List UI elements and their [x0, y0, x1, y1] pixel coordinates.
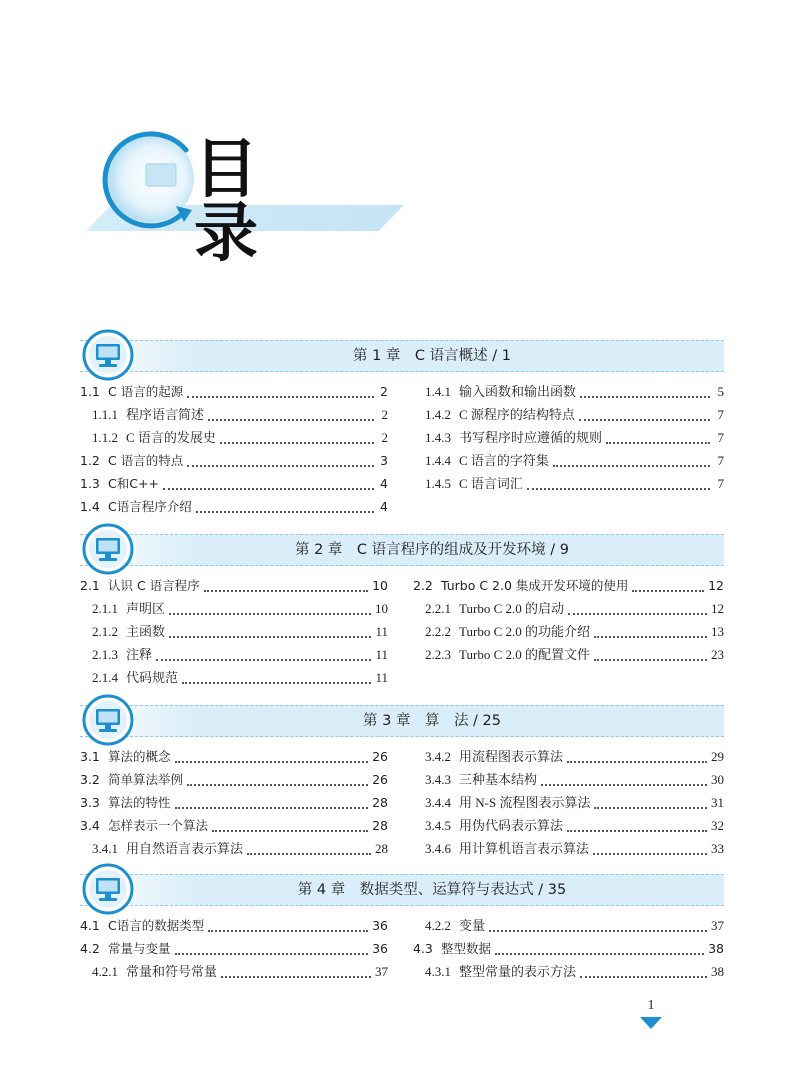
entry-number: 2.2	[413, 578, 433, 593]
entry-label: Turbo C 2.0 的启动	[459, 601, 564, 616]
entry-number: 4.2.1	[92, 964, 118, 979]
entry-label: 常量与变量	[108, 941, 171, 956]
toc-subsection-entry[interactable]	[413, 791, 724, 814]
entry-page-number: 2	[381, 430, 388, 445]
entry-label: 代码规范	[126, 670, 179, 685]
entry-label: 主函数	[126, 624, 166, 639]
toc-column-right	[413, 914, 724, 983]
entry-number: 1.4	[80, 499, 100, 514]
dot-leader	[541, 770, 707, 786]
entry-number: 2.1	[80, 578, 100, 593]
dot-leader	[196, 497, 374, 513]
page-title	[194, 133, 420, 271]
toc-column-left	[80, 380, 388, 518]
toc-subsection-entry[interactable]	[413, 597, 724, 620]
entry-page-number: 28	[372, 818, 388, 833]
dot-leader	[580, 382, 710, 398]
entry-label: Turbo C 2.0 的功能介绍	[459, 624, 590, 639]
entry-number: 3.3	[80, 795, 100, 810]
toc-subsection-entry[interactable]	[413, 620, 724, 643]
dot-leader	[187, 382, 374, 398]
entry-page-number: 38	[711, 964, 724, 979]
dot-leader	[204, 576, 368, 592]
entry-page-number: 31	[711, 795, 724, 810]
toc-column-right	[413, 380, 724, 495]
computer-monitor-icon	[82, 523, 134, 575]
toc-section-entry[interactable]	[80, 574, 388, 597]
entry-label: 程序语言简述	[126, 407, 205, 422]
dot-leader	[182, 668, 371, 684]
page-number: 1	[647, 998, 655, 1013]
entry-number: 1.4.1	[425, 384, 451, 399]
entry-label: 书写程序时应遵循的规则	[459, 430, 603, 445]
entry-label: C语言程序介绍	[108, 499, 192, 514]
toc-subsection-entry[interactable]	[80, 666, 388, 689]
entry-number: 2.2.2	[425, 624, 451, 639]
chapter-heading-bar	[80, 705, 724, 737]
toc-subsection-entry[interactable]	[80, 597, 388, 620]
chapter-title[interactable]: 第 2 章 C 语言程序的组成及开发环境 / 9	[294, 542, 569, 558]
entry-number: 1.4.4	[425, 453, 451, 468]
chapter-heading-bar	[80, 340, 724, 372]
toc-section-entry[interactable]	[80, 745, 388, 768]
entry-number: 1.1.1	[92, 407, 118, 422]
entry-number: 1.4.3	[425, 430, 451, 445]
entry-number: 3.4.3	[425, 772, 451, 787]
entry-page-number: 7	[717, 430, 724, 445]
entry-page-number: 11	[375, 624, 388, 639]
entry-label: C 语言的字符集	[459, 453, 549, 468]
title-char-2: 录	[194, 197, 322, 271]
computer-monitor-icon	[82, 694, 134, 746]
entry-label: 用流程图表示算法	[459, 749, 564, 764]
computer-monitor-icon	[82, 329, 134, 381]
entry-number: 4.3.1	[425, 964, 451, 979]
entry-page-number: 3	[380, 453, 388, 468]
toc-subsection-entry[interactable]	[413, 745, 724, 768]
entry-page-number: 23	[711, 647, 724, 662]
entry-page-number: 2	[381, 407, 388, 422]
dot-leader	[169, 599, 371, 615]
chapter-section	[80, 705, 724, 856]
entry-label: 用计算机语言表示算法	[459, 841, 590, 856]
entry-label: C 语言的起源	[108, 384, 184, 399]
entry-page-number: 30	[711, 772, 724, 787]
entry-number: 1.1	[80, 384, 100, 399]
entry-number: 3.1	[80, 749, 100, 764]
toc-subsection-entry[interactable]	[413, 768, 724, 791]
toc-subsection-entry[interactable]	[413, 380, 724, 403]
dot-leader	[175, 747, 369, 763]
dot-leader	[212, 816, 368, 832]
toc-column-left	[80, 914, 388, 983]
dot-leader	[527, 474, 710, 490]
entry-page-number: 36	[372, 918, 388, 933]
entry-label: 算法的特性	[108, 795, 171, 810]
dot-leader	[495, 939, 704, 955]
dot-leader	[221, 962, 371, 978]
toc-section-entry[interactable]	[80, 914, 388, 937]
toc-subsection-entry[interactable]	[413, 643, 724, 666]
entry-label: C 语言的特点	[108, 453, 184, 468]
entry-page-number: 26	[372, 749, 388, 764]
toc-subsection-entry[interactable]	[80, 403, 388, 426]
toc-column-right	[413, 745, 724, 860]
dot-leader	[553, 451, 710, 467]
entry-label: 认识 C 语言程序	[108, 578, 200, 593]
dot-leader	[594, 622, 707, 638]
chapter-heading-bar	[80, 874, 724, 906]
dot-leader	[169, 622, 371, 638]
entry-number: 3.4.4	[425, 795, 451, 810]
entry-number: 1.1.2	[92, 430, 118, 445]
entry-number: 2.1.2	[92, 624, 118, 639]
chapter-section	[80, 874, 724, 979]
entry-number: 2.2.3	[425, 647, 451, 662]
entry-label: 声明区	[126, 601, 166, 616]
entry-page-number: 32	[711, 818, 724, 833]
entry-label: 三种基本结构	[459, 772, 538, 787]
toc-subsection-entry[interactable]	[80, 620, 388, 643]
toc-section-entry[interactable]	[80, 472, 388, 495]
toc-column-left	[80, 574, 388, 689]
entry-number: 3.2	[80, 772, 100, 787]
entry-label: 变量	[459, 918, 486, 933]
entry-page-number: 11	[375, 647, 388, 662]
entry-page-number: 36	[372, 941, 388, 956]
entry-label: 算法的概念	[108, 749, 171, 764]
toc-subsection-entry[interactable]	[80, 643, 388, 666]
toc-section-entry[interactable]	[80, 495, 388, 518]
entry-label: 常量和符号常量	[126, 964, 218, 979]
toc-column-left	[80, 745, 388, 860]
toc-section-entry[interactable]	[413, 937, 724, 960]
entry-page-number: 13	[711, 624, 724, 639]
dot-leader	[567, 747, 707, 763]
toc-subsection-entry[interactable]	[413, 426, 724, 449]
entry-page-number: 5	[717, 384, 724, 399]
dot-leader	[632, 576, 704, 592]
dot-leader	[187, 451, 374, 467]
toc-subsection-entry[interactable]	[80, 960, 388, 983]
dot-leader	[579, 405, 710, 421]
toc-subsection-entry[interactable]	[413, 814, 724, 837]
entry-number: 3.4.2	[425, 749, 451, 764]
entry-number: 1.4.2	[425, 407, 451, 422]
entry-page-number: 12	[708, 578, 724, 593]
entry-number: 4.1	[80, 918, 100, 933]
dot-leader	[594, 793, 707, 809]
dot-leader	[187, 770, 368, 786]
chapter-heading-bar	[80, 534, 724, 566]
dot-leader	[568, 599, 707, 615]
dot-leader	[163, 474, 374, 490]
entry-page-number: 33	[711, 841, 724, 856]
entry-label: 整型数据	[441, 941, 492, 956]
entry-label: Turbo C 2.0 的配置文件	[459, 647, 590, 662]
entry-number: 1.4.5	[425, 476, 451, 491]
chapter-title[interactable]: 第 3 章 算 法 / 25	[363, 713, 501, 729]
toc-title-block	[60, 110, 420, 271]
toc-subsection-entry[interactable]	[413, 472, 724, 495]
entry-label: C语言的数据类型	[108, 918, 205, 933]
dot-leader	[489, 916, 707, 932]
toc-subsection-entry[interactable]	[80, 837, 388, 860]
entry-label: 用伪代码表示算法	[459, 818, 564, 833]
entry-number: 1.2	[80, 453, 100, 468]
dot-leader	[567, 816, 707, 832]
entry-page-number: 7	[717, 407, 724, 422]
entry-page-number: 7	[717, 476, 724, 491]
entry-label: 简单算法举例	[108, 772, 184, 787]
entry-label: C和C++	[108, 476, 159, 491]
toc-section-entry[interactable]	[413, 574, 724, 597]
entry-label: 用 N-S 流程图表示算法	[459, 795, 591, 810]
toc-section-entry[interactable]	[80, 814, 388, 837]
toc-subsection-entry[interactable]	[413, 914, 724, 937]
chapter-section	[80, 534, 724, 685]
entry-label: 怎样表示一个算法	[108, 818, 209, 833]
toc-subsection-entry[interactable]	[413, 403, 724, 426]
entry-page-number: 7	[717, 453, 724, 468]
toc-section-entry[interactable]	[80, 937, 388, 960]
dot-leader	[175, 793, 369, 809]
entry-page-number: 28	[375, 841, 388, 856]
entry-number: 4.3	[413, 941, 433, 956]
entry-label: C 语言的发展史	[126, 430, 216, 445]
entry-page-number: 37	[711, 918, 724, 933]
entry-label: 注释	[126, 647, 153, 662]
entry-label: 整型常量的表示方法	[459, 964, 577, 979]
entry-number: 1.3	[80, 476, 100, 491]
dot-leader	[208, 405, 374, 421]
dot-leader	[580, 962, 707, 978]
toc-section-entry[interactable]	[80, 449, 388, 472]
entry-page-number: 28	[372, 795, 388, 810]
entry-number: 2.1.3	[92, 647, 118, 662]
entry-number: 2.1.4	[92, 670, 118, 685]
dot-leader	[208, 916, 368, 932]
entry-page-number: 4	[380, 499, 388, 514]
toc-subsection-entry[interactable]	[80, 426, 388, 449]
entry-number: 4.2.2	[425, 918, 451, 933]
page-marker-triangle-icon	[640, 1017, 662, 1029]
entry-page-number: 26	[372, 772, 388, 787]
entry-page-number: 10	[375, 601, 388, 616]
circular-arrow-icon	[88, 120, 208, 240]
dot-leader	[156, 645, 371, 661]
entry-page-number: 2	[380, 384, 388, 399]
entry-page-number: 4	[380, 476, 388, 491]
entry-number: 2.2.1	[425, 601, 451, 616]
dot-leader	[606, 428, 710, 444]
toc-subsection-entry[interactable]	[413, 960, 724, 983]
entry-page-number: 12	[711, 601, 724, 616]
entry-page-number: 10	[372, 578, 388, 593]
chapter-title[interactable]: 第 4 章 数据类型、运算符与表达式 / 35	[297, 882, 567, 898]
entry-label: 用自然语言表示算法	[126, 841, 244, 856]
entry-page-number: 38	[708, 941, 724, 956]
toc-section-entry[interactable]	[80, 380, 388, 403]
dot-leader	[247, 839, 371, 855]
entry-label: 输入函数和输出函数	[459, 384, 577, 399]
entry-number: 4.2	[80, 941, 100, 956]
toc-subsection-entry[interactable]	[413, 837, 724, 860]
computer-monitor-icon	[82, 863, 134, 915]
dot-leader	[593, 839, 707, 855]
entry-number: 3.4	[80, 818, 100, 833]
chapter-section	[80, 340, 724, 514]
toc-section-entry[interactable]	[80, 768, 388, 791]
entry-page-number: 29	[711, 749, 724, 764]
entry-number: 3.4.6	[425, 841, 451, 856]
entry-number: 3.4.1	[92, 841, 118, 856]
entry-label: C 源程序的结构特点	[459, 407, 575, 422]
dot-leader	[175, 939, 369, 955]
entry-label: Turbo C 2.0 集成开发环境的使用	[441, 578, 629, 593]
chapter-title[interactable]: 第 1 章 C 语言概述 / 1	[352, 348, 511, 364]
entry-page-number: 11	[375, 670, 388, 685]
toc-column-right	[413, 574, 724, 666]
entry-number: 3.4.5	[425, 818, 451, 833]
toc-subsection-entry[interactable]	[413, 449, 724, 472]
dot-leader	[220, 428, 374, 444]
title-char-1: 目	[194, 133, 322, 207]
entry-label: C 语言词汇	[459, 476, 523, 491]
dot-leader	[594, 645, 707, 661]
entry-page-number: 37	[375, 964, 388, 979]
entry-number: 2.1.1	[92, 601, 118, 616]
toc-section-entry[interactable]	[80, 791, 388, 814]
